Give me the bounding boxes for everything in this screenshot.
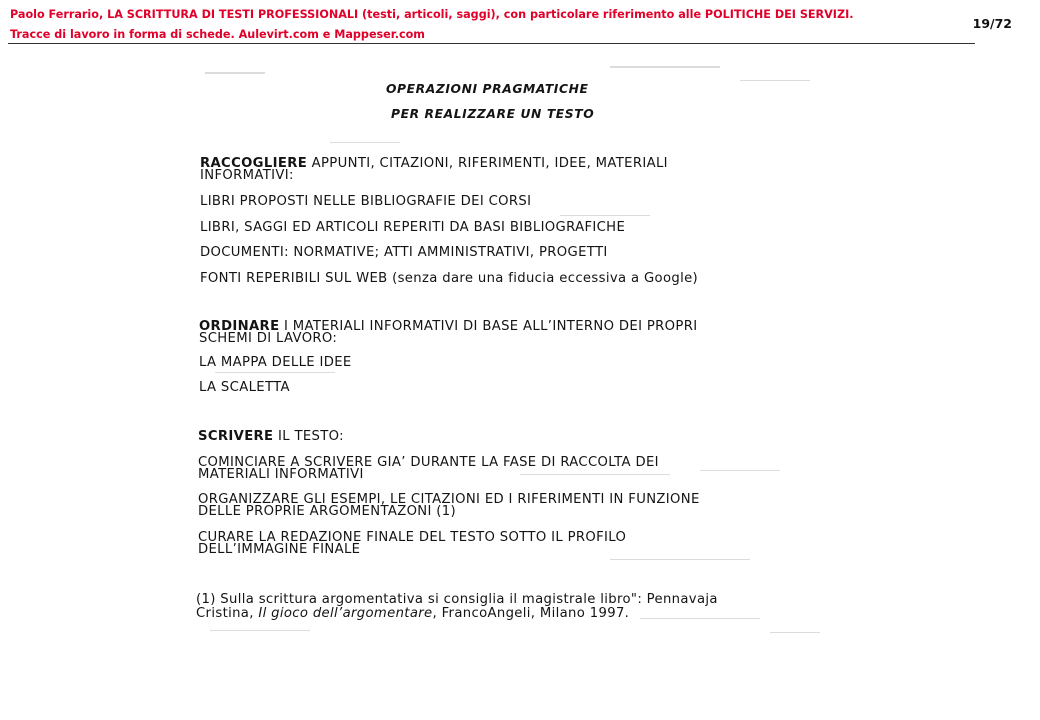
list-item: ORGANIZZARE GLI ESEMPI, LE CITAZIONI ED I RIFERIMENTI IN FUNZIONE: [198, 492, 700, 507]
doc-title-line2: PER REALIZZARE UN TESTO: [391, 107, 595, 121]
list-item-cont: DELLE PROPRIE ARGOMENTAZONI (1): [198, 504, 457, 519]
list-item: FONTI REPERIBILI SUL WEB (senza dare una fiducia eccessiva a Google): [200, 271, 699, 286]
list-item: COMINCIARE A SCRIVERE GIA’ DURANTE LA FASE DI RACCOLTA DEI: [198, 455, 659, 470]
list-item: CURARE LA REDAZIONE FINALE DEL TESTO SOTTO IL PROFILO: [198, 530, 627, 545]
list-item: LIBRI, SAGGI ED ARTICOLI REPERITI DA BASI BIBLIOGRAFICHE: [200, 220, 626, 235]
footnote-book-title: Il gioco dell’argomentare: [258, 606, 433, 621]
list-item: LIBRI PROPOSTI NELLE BIBLIOGRAFIE DEI CORSI: [200, 194, 532, 209]
section-collect-heading-text: APPUNTI, CITAZIONI, RIFERIMENTI, IDEE, MATERIALI: [307, 156, 668, 171]
footnote-line2: [196, 607, 629, 620]
section-order-heading-cont: SCHEMI DI LAVORO:: [199, 331, 338, 346]
footnote-author: Cristina,: [196, 606, 259, 621]
section-write-keyword: SCRIVERE: [198, 429, 274, 444]
section-collect-heading-cont: INFORMATIVI:: [200, 168, 294, 183]
header-title-line: Paolo Ferrario, LA SCRITTURA DI TESTI PROFESSIONALI (testi, articoli, saggi), con particolare riferimento alle POLITICHE DEI SERVIZI.: [10, 8, 854, 21]
section-write-heading-text: IL TESTO:: [273, 429, 344, 444]
header-divider: [8, 43, 975, 44]
section-collect-keyword: RACCOGLIERE: [200, 156, 308, 171]
doc-title-line1: OPERAZIONI PRAGMATICHE: [386, 82, 589, 96]
list-item: LA SCALETTA: [199, 380, 290, 395]
section-write-heading: [198, 430, 344, 443]
footnote-line1: (1) Sulla scrittura argomentativa si consiglia il magistrale libro": Pennavaja: [196, 592, 718, 607]
page-number: 19/72: [972, 16, 1012, 31]
section-order-heading-text: I MATERIALI INFORMATIVI DI BASE ALL’INTERNO DEI PROPRI: [279, 319, 698, 334]
list-item: DOCUMENTI: NORMATIVE; ATTI AMMINISTRATIVI, PROGETTI: [200, 245, 608, 260]
header-subtitle-line: Tracce di lavoro in forma di schede. Aulevirt.com e Mappeser.com: [10, 28, 425, 41]
section-order-keyword: ORDINARE: [199, 319, 280, 334]
list-item: LA MAPPA DELLE IDEE: [199, 355, 352, 370]
footnote-publisher: , FrancoAngeli, Milano 1997.: [432, 606, 630, 621]
list-item-cont: MATERIALI INFORMATIVI: [198, 467, 364, 482]
list-item-cont: DELL’IMMAGINE FINALE: [198, 542, 361, 557]
